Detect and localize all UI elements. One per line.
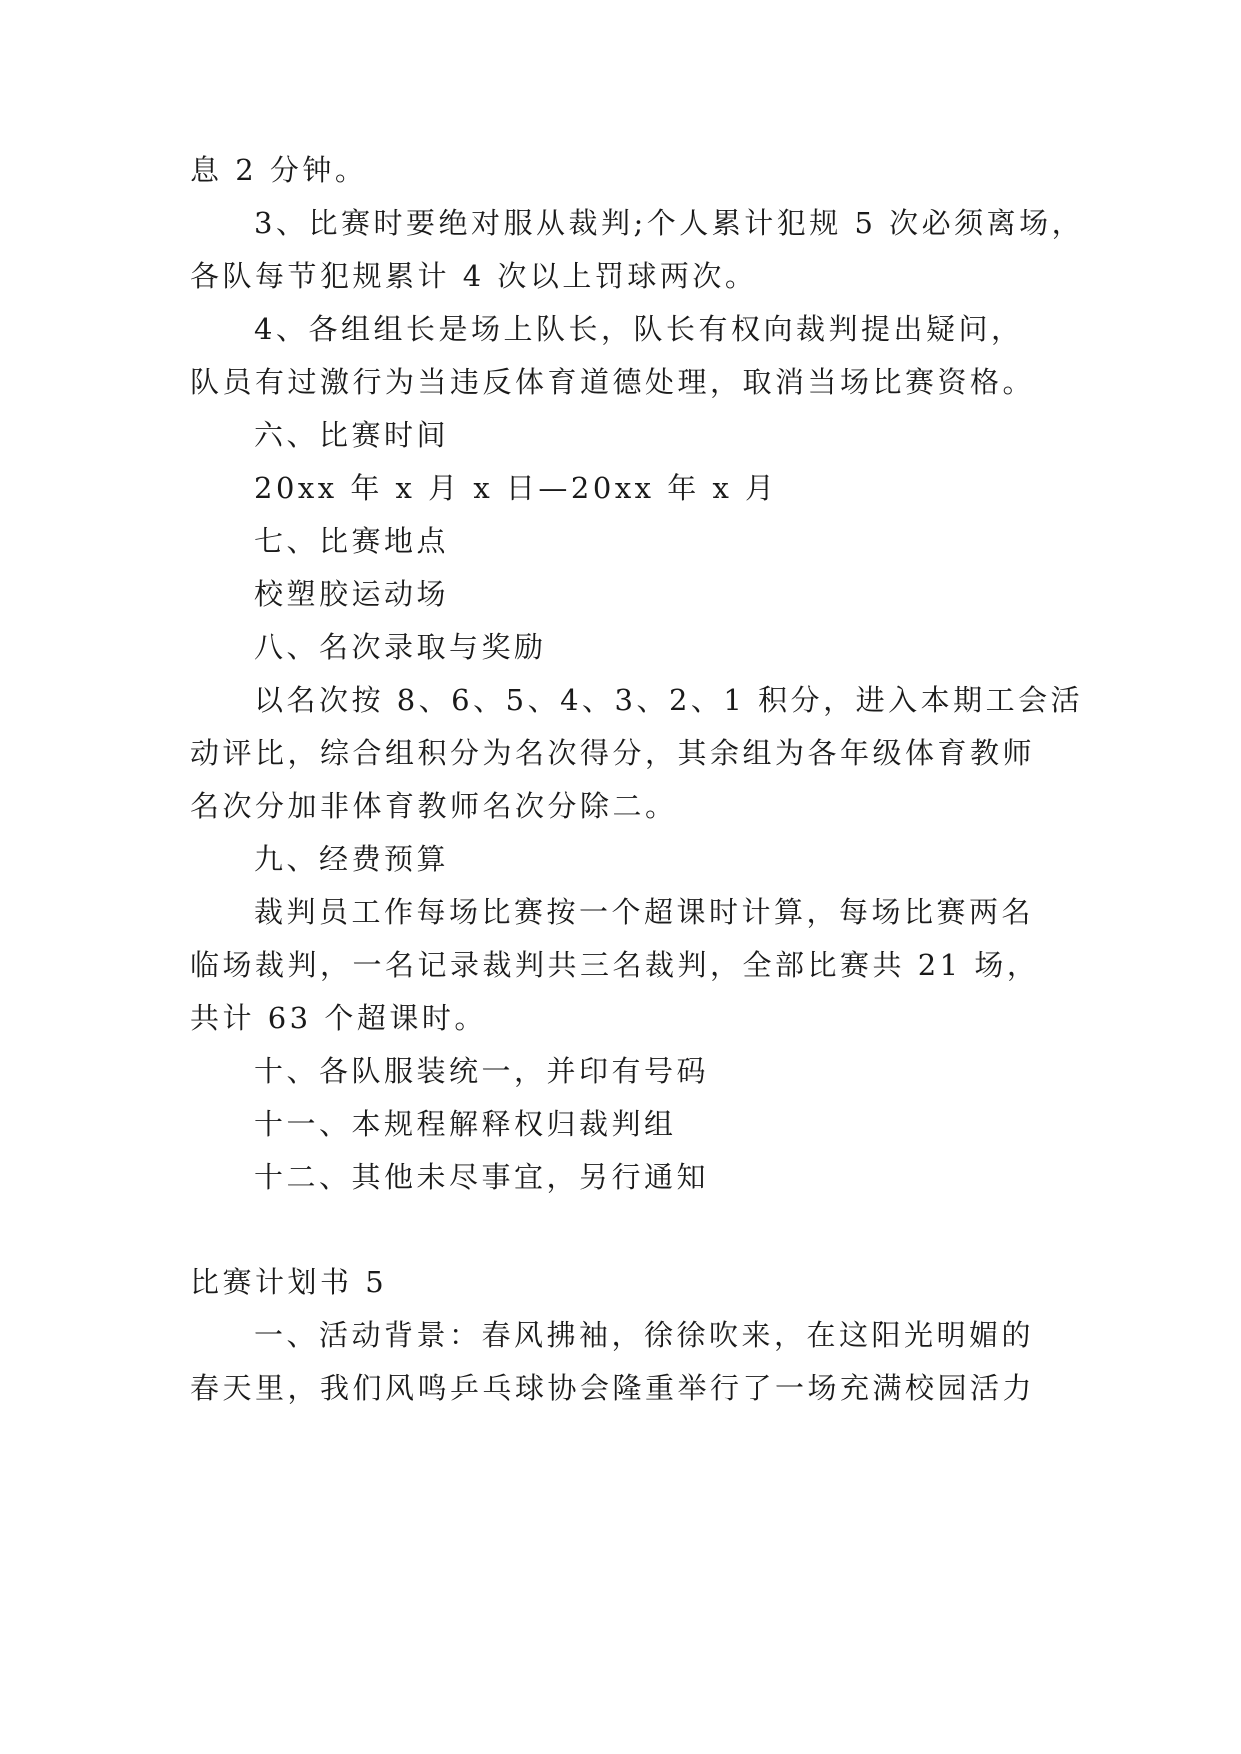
paragraph-line: 4、各组组长是场上队长，队长有权向裁判提出疑问，: [254, 312, 1024, 346]
paragraph-line: 临场裁判，一名记录裁判共三名裁判，全部比赛共 21 场，: [190, 948, 1040, 982]
paragraph-line: 20xx 年 x 月 x 日—20xx 年 x 月: [254, 471, 778, 505]
paragraph-line: 校塑胶运动场: [254, 577, 450, 611]
paragraph-line: 以名次按 8、6、5、4、3、2、1 积分，进入本期工会活: [254, 683, 1084, 717]
document-title: 比赛计划书 5: [190, 1265, 388, 1299]
paragraph-line: 各队每节犯规累计 4 次以上罚球两次。: [190, 259, 758, 293]
paragraph-line: 队员有过激行为当违反体育道德处理，取消当场比赛资格。: [190, 365, 1036, 399]
paragraph-line: 息 2 分钟。: [190, 153, 368, 187]
paragraph-line: 共计 63 个超课时。: [190, 1001, 487, 1035]
paragraph-line: 春天里，我们风鸣乒乓球协会隆重举行了一场充满校园活力: [190, 1371, 1036, 1405]
section-heading: 九、经费预算: [254, 842, 450, 876]
paragraph-line: 名次分加非体育教师名次分除二。: [190, 789, 678, 823]
section-heading: 八、名次录取与奖励: [254, 630, 547, 664]
section-heading: 七、比赛地点: [254, 524, 450, 558]
section-heading: 六、比赛时间: [254, 418, 450, 452]
paragraph-line: 裁判员工作每场比赛按一个超课时计算，每场比赛两名: [254, 895, 1035, 929]
paragraph-line: 一、活动背景：春风拂袖，徐徐吹来，在这阳光明媚的: [254, 1318, 1035, 1352]
section-heading: 十、各队服装统一，并印有号码: [254, 1054, 710, 1088]
paragraph-line: 动评比，综合组积分为名次得分，其余组为各年级体育教师: [190, 736, 1036, 770]
paragraph-line: 3、比赛时要绝对服从裁判;个人累计犯规 5 次必须离场，: [254, 206, 1085, 240]
section-heading: 十二、其他未尽事宜，另行通知: [254, 1160, 710, 1194]
section-heading: 十一、本规程解释权归裁判组: [254, 1107, 677, 1141]
